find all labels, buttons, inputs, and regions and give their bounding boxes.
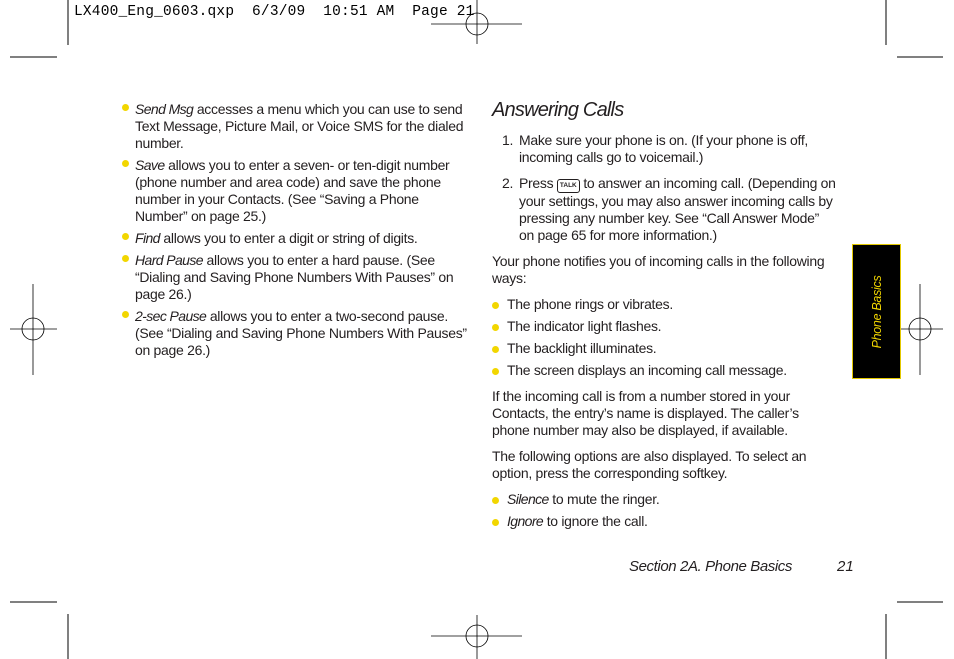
step-text-pre: Press [519, 175, 557, 191]
options-paragraph: The following options are also displayed. To select an option, press the corresponding softkey. [492, 448, 807, 481]
footer-section-title: Section 2A. Phone Basics [629, 558, 793, 575]
registration-mark-left [10, 284, 57, 375]
section-side-tab [852, 244, 901, 379]
talk-key-icon: TALK [557, 179, 580, 193]
option-term: Ignore [507, 513, 544, 529]
step-number: 1. [502, 132, 514, 148]
option-description: to ignore the call. [543, 513, 648, 529]
option-term: Hard Pause [135, 252, 203, 268]
option-description: accesses a menu which you can use to send Text Message, Picture Mail, or Voice SMS for the dialed number. [135, 101, 464, 151]
list-item [120, 308, 472, 359]
bullet-icon [492, 497, 499, 504]
step-item [492, 132, 837, 166]
bullet-icon [122, 104, 129, 111]
bullet-icon [492, 302, 499, 309]
page-number: 21 [837, 558, 854, 575]
list-item [492, 318, 837, 335]
list-item [120, 157, 472, 225]
option-description: allows you to enter a hard pause. (See “Dialing and Saving Phone Numbers With Pauses” on page 26.) [135, 252, 454, 302]
left-column [120, 101, 472, 364]
right-column [492, 98, 837, 535]
notify-item-text: The phone rings or vibrates. [507, 296, 673, 312]
bullet-icon [122, 233, 129, 240]
step-number: 2. [502, 175, 514, 191]
option-term: Save [135, 157, 165, 173]
softkey-options-list [492, 491, 837, 530]
contacts-paragraph: If the incoming call is from a number stored in your Contacts, the entry’s name is displayed. The caller’s phone number may also be displayed, if available. [492, 388, 799, 438]
registration-mark-bottom [431, 615, 522, 659]
steps-list [492, 132, 837, 244]
list-item [120, 230, 472, 247]
section-heading: Answering Calls [492, 99, 624, 121]
bullet-icon [122, 255, 129, 262]
option-term: Send Msg [135, 101, 194, 117]
option-description: allows you to enter a seven- or ten-digit number (phone number and area code) and save the phone number in your Contacts. (See “Saving a Phone Number” on page 25.) [135, 157, 450, 224]
notify-item-text: The backlight illuminates. [507, 340, 657, 356]
list-item [492, 513, 837, 530]
notify-list [492, 296, 837, 379]
step-text-post: to answer an incoming call. (Depending on your settings, you may also answer incoming calls by pressing any number key. See “Call Answer Mode” on page 65 for more information.) [519, 175, 836, 243]
step-text: Make sure your phone is on. (If your phone is off, incoming calls go to voicemail.) [519, 132, 809, 165]
bullet-icon [492, 519, 499, 526]
registration-mark-right [897, 284, 943, 375]
list-item [492, 362, 837, 379]
bullet-icon [122, 160, 129, 167]
option-description: allows you to enter a two-second pause. (See “Dialing and Saving Phone Numbers With Pauses” on page 26.) [135, 308, 467, 358]
bullet-icon [122, 311, 129, 318]
bullet-icon [492, 346, 499, 353]
list-item [120, 101, 472, 152]
option-description: allows you to enter a digit or string of digits. [159, 230, 418, 246]
option-term: Find [135, 230, 160, 246]
list-item [120, 252, 472, 303]
notify-item-text: The screen displays an incoming call message. [507, 362, 787, 378]
option-term: 2-sec Pause [135, 308, 207, 324]
list-item [492, 296, 837, 313]
side-tab-label: Phone Basics [869, 275, 884, 348]
notify-item-text: The indicator light flashes. [507, 318, 662, 334]
option-term: Silence [507, 491, 549, 507]
list-item [492, 491, 837, 508]
step-item [492, 175, 837, 244]
bullet-icon [492, 324, 499, 331]
option-description: to mute the ringer. [548, 491, 660, 507]
notify-intro: Your phone notifies you of incoming calls in the following ways: [492, 253, 825, 286]
bullet-icon [492, 368, 499, 375]
menu-options-list [120, 101, 472, 359]
list-item [492, 340, 837, 357]
print-slug: LX400_Eng_0603.qxp 6/3/09 10:51 AM Page 21 [74, 4, 475, 20]
